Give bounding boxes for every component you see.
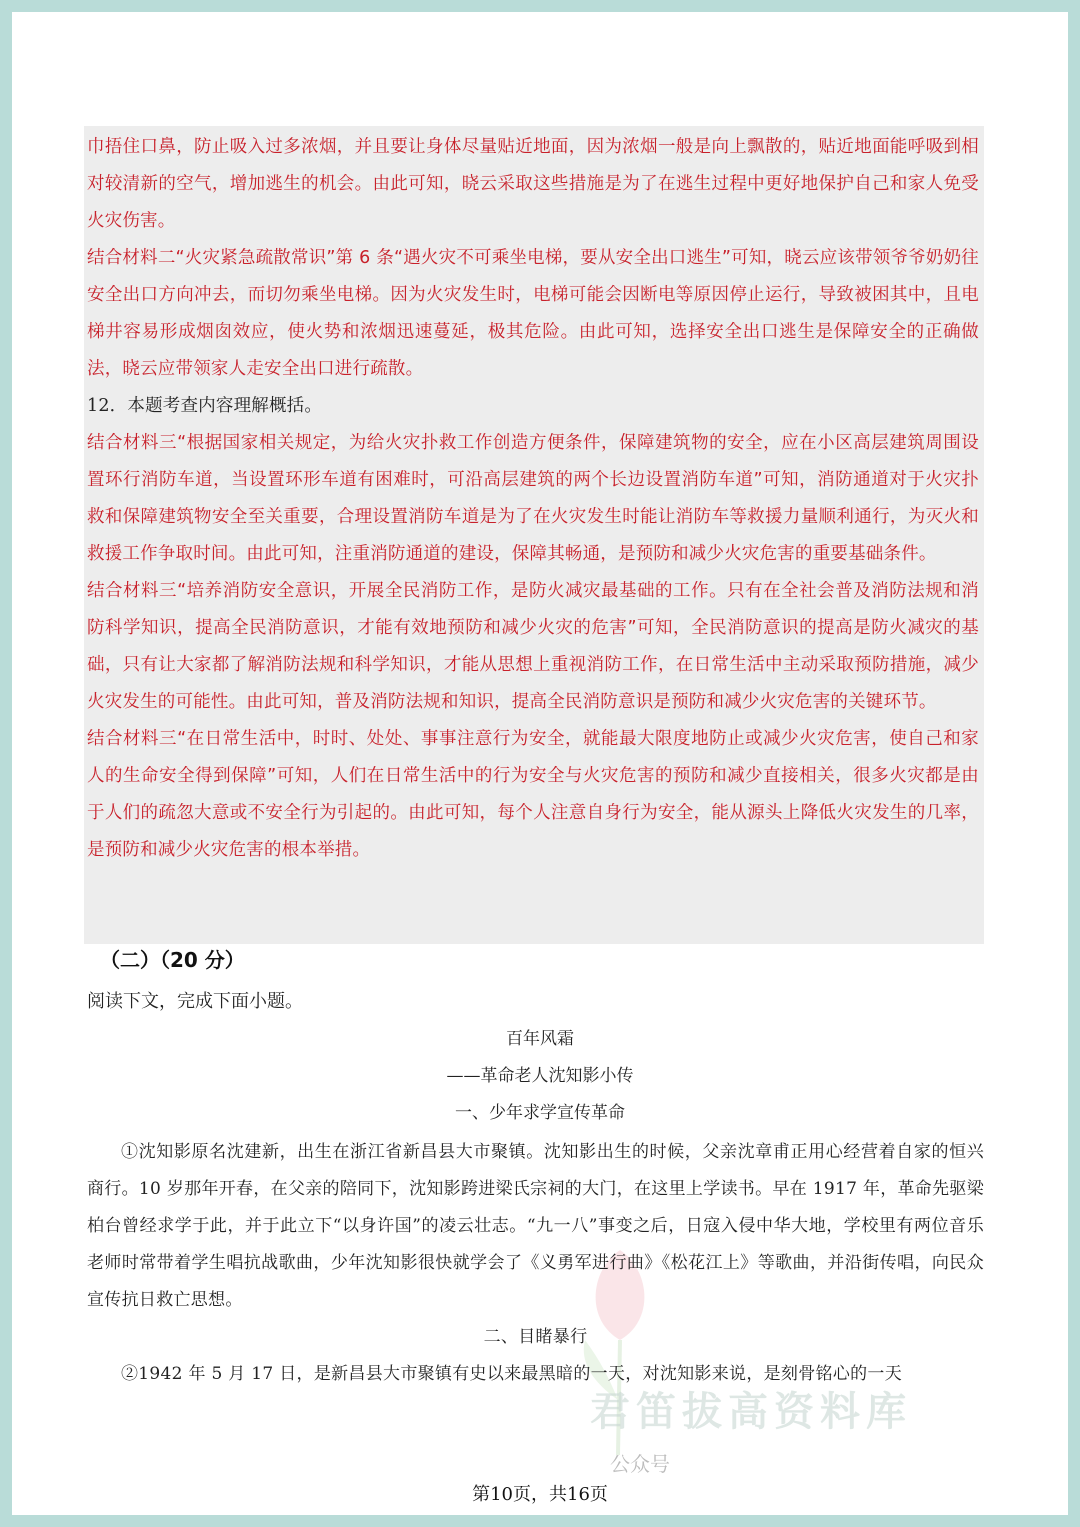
article-heading-2: 二、目睹暴行 xyxy=(483,1327,588,1347)
answer-paragraph: 巾捂住口鼻，防止吸入过多浓烟，并且要让身体尽量贴近地面，因为浓烟一般是向上飘散的，贴近地面能呼吸到相对较清新的空气，增加逃生的机会。由此可知，晓云采取这些措施是为了在逃生过程中更好地保护自己和家人免受火灾伤害。 xyxy=(87,137,979,231)
answer-paragraph: 结合材料三“根据国家相关规定，为给火灾扑救工作创造方便条件，保障建筑物的安全，应在小区高层建筑周围设置环行消防车道，当设置环形车道有困难时，可沿高层建筑的两个长边设置消防车道”可知，消防通道对于火灾扑救和保障建筑物安全至关重要，合理设置消防车道是为了在火灾发生时能让消防车等救援力量顺利通行，为灭火和救援工作争取时间。由此可知，注重消防通道的建设，保障其畅通，是预防和减少火灾危害的重要基础条件。 xyxy=(87,433,979,564)
watermark-text: 君笛拔高资料库 xyxy=(590,1389,912,1435)
article-subtitle: ——革命老人沈知影小传 xyxy=(446,1066,634,1086)
answer-paragraph: 结合材料三“在日常生活中，时时、处处、事事注意行为安全，就能最大限度地防止或减少火灾危害，使自己和家人的生命安全得到保障”可知，人们在日常生活中的行为安全与火灾危害的预防和减少直接相关，很多火灾都是由于人们的疏忽大意或不安全行为引起的。由此可知，每个人注意自身行为安全，能从源头上降低火灾发生的几率，是预防和减少火灾危害的根本举措。 xyxy=(87,729,979,860)
reading-instruction: 阅读下文，完成下面小题。 xyxy=(87,991,303,1012)
answer-analysis xyxy=(87,129,979,869)
question-12-label: 12．本题考查内容理解概括。 xyxy=(87,396,323,416)
answer-paragraph: 结合材料三“培养消防安全意识，开展全民消防工作，是防火减灾最基础的工作。只有在全社会普及消防法规和消防科学知识，提高全民消防意识，才能有效地预防和减少火灾的危害”可知，全民消防意识的提高是防火减灾的基础，只有让大家都了解消防法规和科学知识，才能从思想上重视消防工作，在日常生活中主动采取预防措施，减少火灾发生的可能性。由此可知，普及消防法规和知识，提高全民消防意识是预防和减少火灾危害的关键环节。 xyxy=(87,581,979,712)
article-heading-1: 一、少年求学宣传革命 xyxy=(455,1103,625,1123)
page-number: 第10页，共16页 xyxy=(472,1484,608,1505)
article-paragraph-2: ②1942 年 5 月 17 日，是新昌县大市聚镇有史以来最黑暗的一天，对沈知影来说，是刻骨铭心的一天 xyxy=(121,1364,903,1384)
article-paragraph-1: ①沈知影原名沈建新，出生在浙江省新昌县大市聚镇。沈知影出生的时候，父亲沈章甫正用心经营着自家的恒兴商行。10 岁那年开春，在父亲的陪同下，沈知影跨进梁氏宗祠的大门，在这里上学读书。早在 1917 年，革命先驱梁柏台曾经求学于此，并于此立下“以身许国”的凌云壮志。“九一八”事变之后，日寇入侵中华大地，学校里有两位音乐老师时常带着学生唱抗战歌曲，少年沈知影很快就学会了《义勇军进行曲》《松花江上》等歌曲，并沿街传唱，向民众宣传抗日救亡思想。 xyxy=(87,1142,984,1310)
watermark-subtext: 公众号 xyxy=(610,1452,670,1476)
answer-paragraph: 结合材料二“火灾紧急疏散常识”第 6 条“遇火灾不可乘坐电梯，要从安全出口逃生”可知，晓云应该带领爷爷奶奶往安全出口方向冲去，而切勿乘坐电梯。因为火灾发生时，电梯可能会因断电等原因停止运行，导致被困其中，且电梯井容易形成烟囱效应，使火势和浓烟迅速蔓延，极其危险。由此可知，选择安全出口逃生是保障安全的正确做法，晓云应带领家人走安全出口进行疏散。 xyxy=(87,248,979,379)
section-title: （二）（20 分） xyxy=(100,948,245,972)
article-body xyxy=(87,1134,984,1393)
article-title: 百年风霜 xyxy=(506,1029,574,1049)
